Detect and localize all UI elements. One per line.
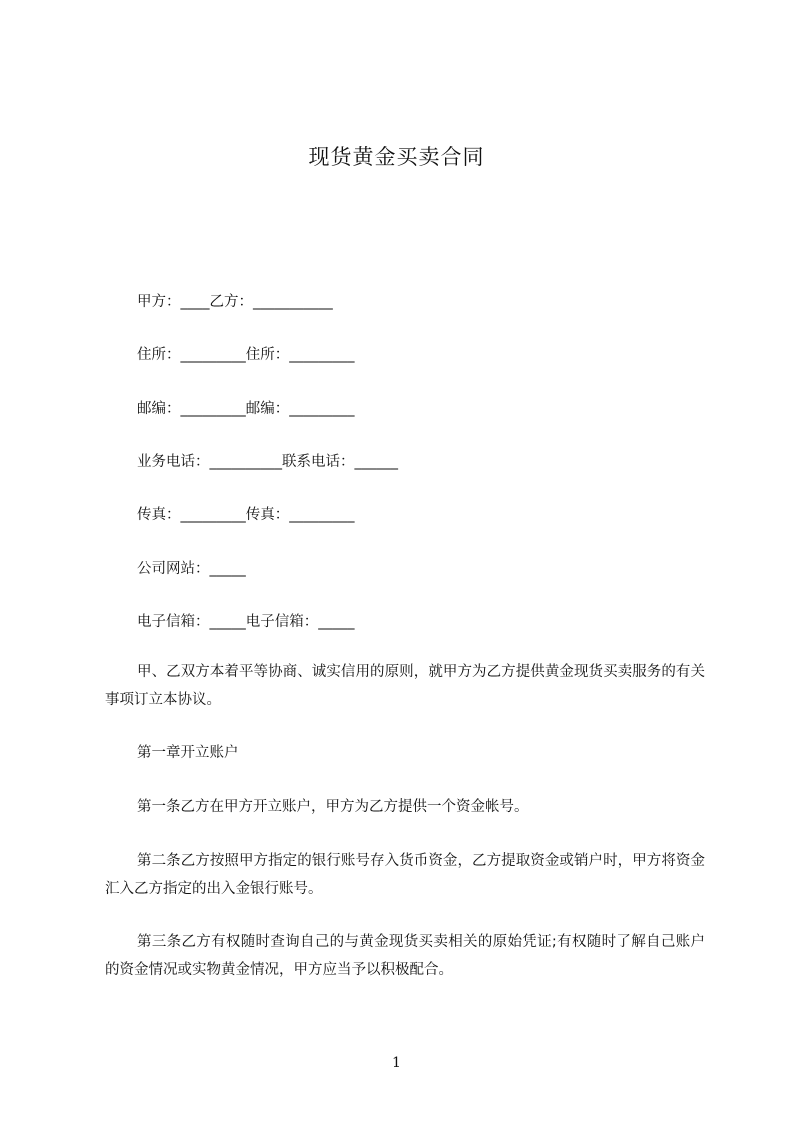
party-names-line: 甲方：____乙方：___________ [137, 294, 333, 310]
article-2-paragraph: 第二条乙方按照甲方指定的银行账号存入货币资金，乙方提取资金或销户时，甲方将资金汇入乙方指定的出入金银行账号。 [105, 853, 705, 897]
email-line: 电子信箱：_____电子信箱：_____ [137, 614, 355, 630]
document-title: 现货黄金买卖合同 [308, 145, 485, 169]
chapter-heading: 第一章开立账户 [137, 745, 239, 761]
postcode-line: 邮编：_________邮编：_________ [137, 401, 355, 417]
phone-line: 业务电话：__________联系电话：______ [137, 454, 398, 470]
preamble-paragraph: 甲、乙双方本着平等协商、诚实信用的原则，就甲方为乙方提供黄金现货买卖服务的有关事项订立本协议。 [105, 664, 705, 708]
article-1-paragraph: 第一条乙方在甲方开立账户，甲方为乙方提供一个资金帐号。 [137, 799, 529, 815]
website-line: 公司网站：_____ [137, 561, 246, 577]
page-number: 1 [392, 1055, 401, 1071]
article-3-paragraph: 第三条乙方有权随时查询自己的与黄金现货买卖相关的原始凭证;有权随时了解自己账户的资金情况或实物黄金情况，甲方应当予以积极配合。 [105, 934, 705, 978]
address-line: 住所：_________住所：_________ [137, 347, 355, 363]
fax-line: 传真：_________传真：_________ [137, 507, 355, 523]
